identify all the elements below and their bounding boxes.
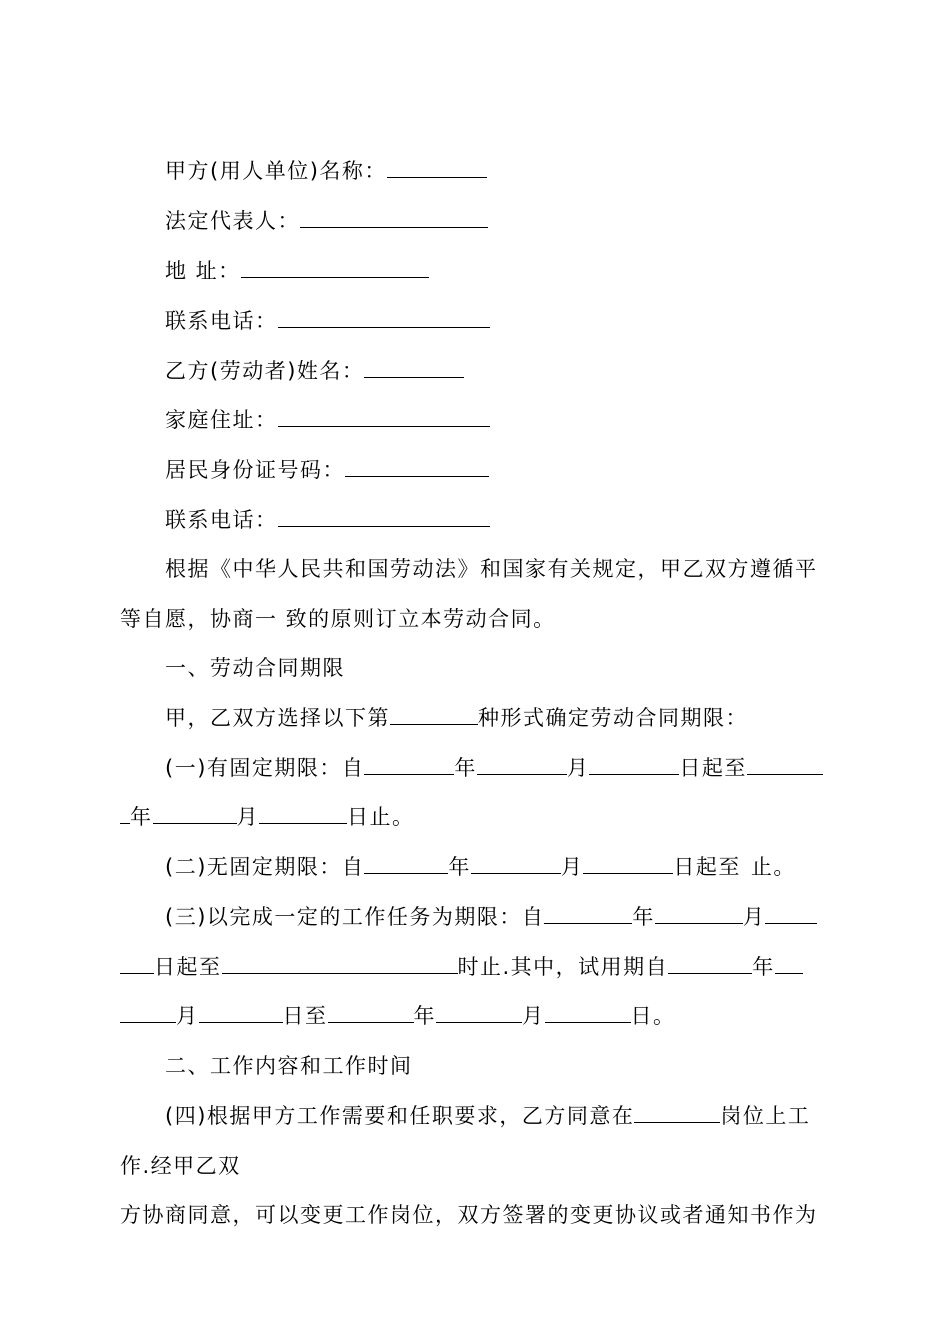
p4-line-3: 方协商同意，可以变更工作岗位，双方签署的变更协议或者通知书作为 [120,1203,818,1227]
probation-start-day-blank[interactable] [199,1002,283,1023]
probation-end-month-label: 月 [522,1004,545,1028]
party-b-name-blank[interactable] [364,357,464,378]
term-choice-label-b: 种形式确定劳动合同期限： [478,706,748,730]
fixed-end-month-blank[interactable] [153,803,237,824]
probation-start-month-blank-b[interactable] [120,1002,176,1023]
term-choice-line [165,704,748,732]
task-term-line-2 [120,953,803,981]
p4-line-1 [165,1102,810,1130]
fixed-term-line-2 [120,803,415,831]
phone-a-blank[interactable] [278,307,490,328]
open-start-year-label: 年 [448,855,471,879]
party-a-name-label: 甲方(用人单位)名称： [165,159,387,183]
id-number-line [165,456,489,484]
party-a-name-blank[interactable] [387,157,487,178]
intro-line-1: 根据《中华人民共和国劳动法》和国家有关规定，甲乙双方遵循平 [165,557,818,581]
probation-end-month-blank[interactable] [436,1002,522,1023]
phone-a-label: 联系电话： [165,309,278,333]
probation-label: 时止.其中，试用期自 [457,955,669,979]
address-label: 地 址： [165,259,241,283]
section1-title: 一、劳动合同期限 [165,656,345,680]
p4-label-a: (四)根据甲方工作需要和任职要求，乙方同意在 [165,1104,635,1128]
open-term-label: (二)无固定期限：自 [165,855,365,879]
open-end-label: 止。 [750,855,796,879]
probation-end-year-blank[interactable] [328,1002,414,1023]
fixed-term-line-1 [165,754,823,782]
task-term-line-1 [165,903,817,931]
probation-start-month-blank-a[interactable] [775,953,803,974]
id-number-label: 居民身份证号码： [165,458,345,482]
open-start-day-label: 日起至 [673,855,741,879]
term-choice-label-a: 甲，乙双方选择以下第 [165,706,390,730]
fixed-end-year-blank-b[interactable] [120,803,130,824]
fixed-start-month-label: 月 [566,756,590,780]
task-start-day-label: 日起至 [154,955,222,979]
probation-start-year-blank[interactable] [668,953,752,974]
fixed-end-day-label: 日止。 [347,805,415,829]
task-start-day-blank-a[interactable] [765,903,817,924]
phone-b-blank[interactable] [278,506,490,527]
fixed-end-year-blank-a[interactable] [747,754,823,775]
task-start-month-blank[interactable] [655,903,743,924]
legal-rep-line [165,207,488,235]
fixed-end-day-blank[interactable] [259,803,347,824]
phone-a-line [165,307,490,335]
probation-end-day-blank[interactable] [545,1002,631,1023]
open-start-month-blank[interactable] [471,853,561,874]
section2-title: 二、工作内容和工作时间 [165,1054,413,1078]
legal-rep-label: 法定代表人： [165,209,300,233]
address-blank[interactable] [241,257,429,278]
task-end-blank[interactable] [222,953,458,974]
party-b-name-label: 乙方(劳动者)姓名： [165,359,365,383]
home-address-blank[interactable] [278,406,490,427]
phone-b-label: 联系电话： [165,508,278,532]
term-choice-blank[interactable] [390,704,478,725]
home-address-label: 家庭住址： [165,408,278,432]
task-term-label: (三)以完成一定的工作任务为期限：自 [165,905,545,929]
fixed-term-label: (一)有固定期限：自 [165,756,365,780]
task-start-year-label: 年 [632,905,655,929]
phone-b-line [165,506,490,534]
task-start-day-blank-b[interactable] [120,953,154,974]
intro-line-2: 等自愿，协商一 致的原则订立本劳动合同。 [120,607,556,631]
probation-start-year-label: 年 [752,955,775,979]
open-start-day-blank[interactable] [583,853,673,874]
p4-line-2: 作.经甲乙双 [120,1154,241,1178]
address-line [165,257,429,285]
probation-start-day-label: 日至 [282,1004,328,1028]
probation-start-month-label: 月 [176,1004,199,1028]
probation-end-year-label: 年 [413,1004,436,1028]
probation-end-day-label: 日。 [630,1004,676,1028]
p4-label-b: 岗位上工 [720,1104,811,1128]
fixed-end-month-label: 月 [236,805,259,829]
open-term-line [165,853,796,881]
fixed-start-year-label: 年 [454,756,477,780]
home-address-line [165,406,490,434]
fixed-start-day-blank[interactable] [589,754,679,775]
task-term-line-3 [120,1002,676,1030]
open-start-month-label: 月 [560,855,584,879]
party-b-name-line [165,357,464,385]
fixed-start-year-blank[interactable] [364,754,454,775]
legal-rep-blank[interactable] [300,207,488,228]
position-blank[interactable] [634,1102,720,1123]
open-start-year-blank[interactable] [364,853,448,874]
id-number-blank[interactable] [345,456,489,477]
task-start-month-label: 月 [742,905,766,929]
fixed-start-month-blank[interactable] [477,754,567,775]
party-a-name-line [165,157,487,185]
task-start-year-blank[interactable] [544,903,632,924]
fixed-start-day-label: 日起至 [679,756,747,780]
fixed-end-year-label: 年 [130,805,153,829]
